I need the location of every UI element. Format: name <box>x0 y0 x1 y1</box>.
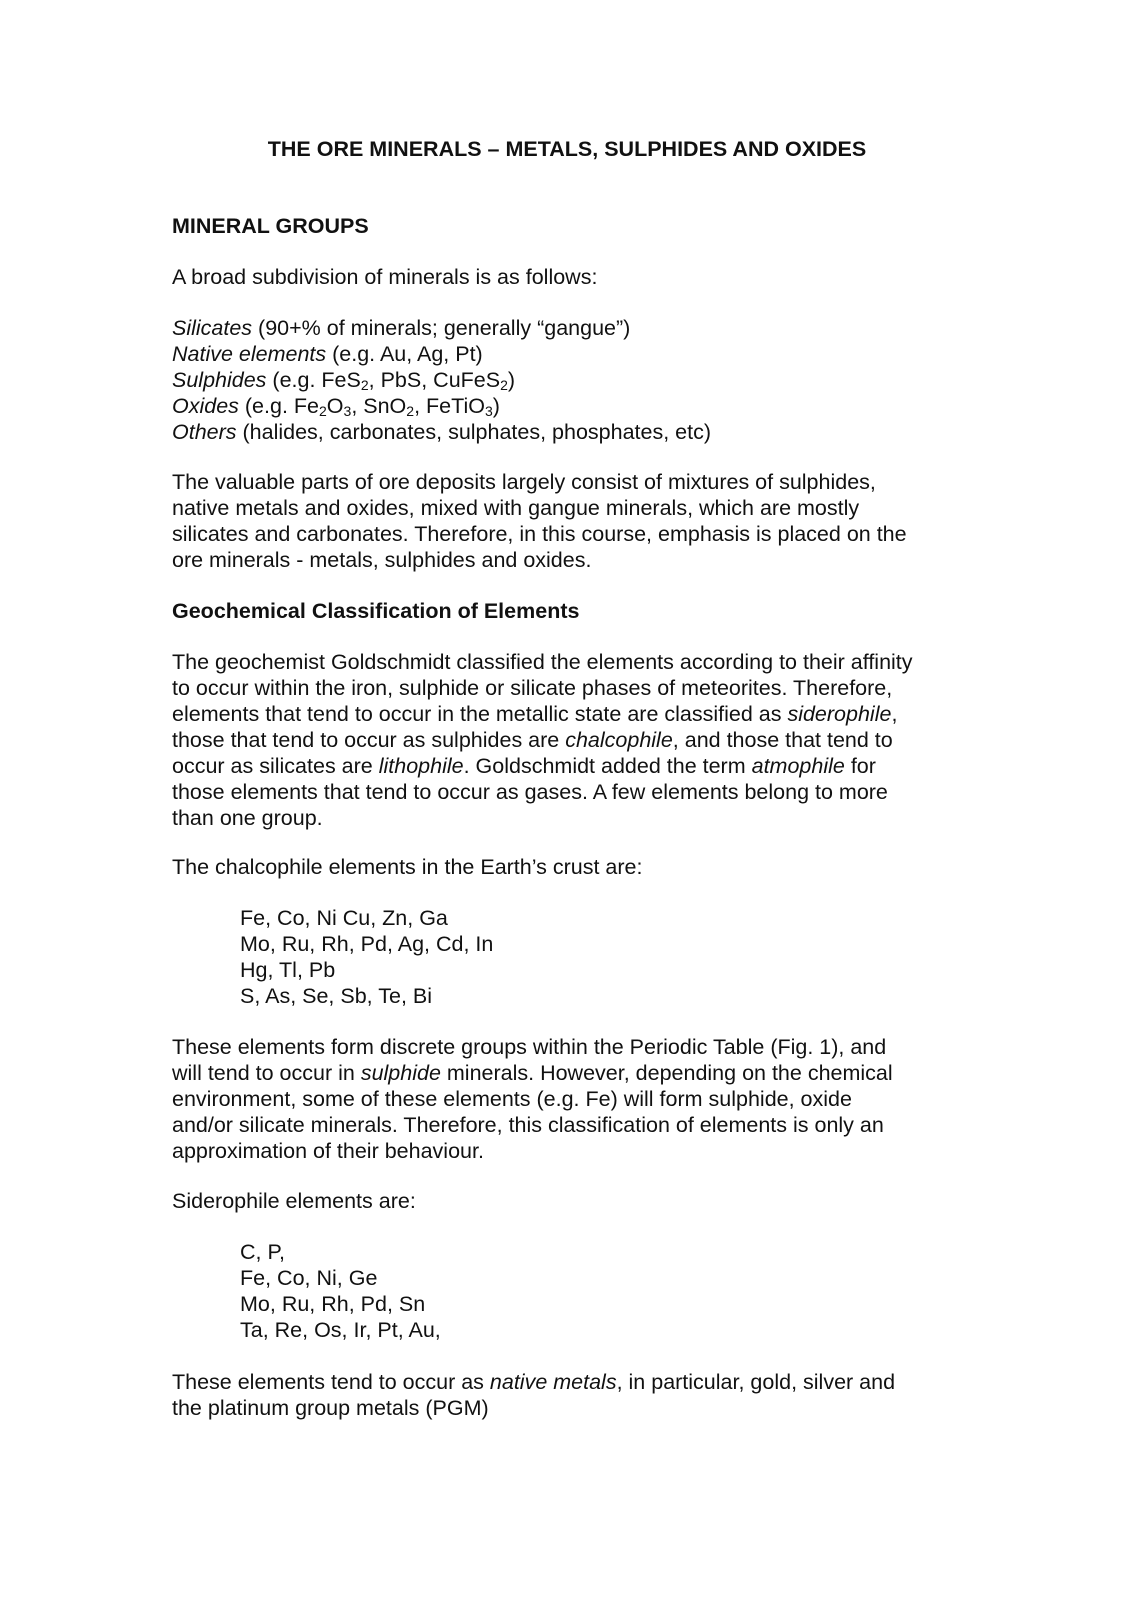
list-item: Ta, Re, Os, Ir, Pt, Au, <box>240 1318 441 1342</box>
group-others: Others (halides, carbonates, sulphates, phosphates, etc) <box>172 420 712 444</box>
paragraph-valuable-parts: The valuable parts of ore deposits largely consist of mixtures of sulphides, native metals and oxides, mixed with gangue minerals, which are mostly silicates and carbonates. Therefore, in this course, emphasis is placed on the ore minerals - metals, sulphides and oxides. <box>172 470 907 572</box>
mineral-group-list <box>172 315 972 445</box>
siderophile-element-list <box>240 1239 1040 1343</box>
group-silicates: Silicates (90+% of minerals; generally “gangue”) <box>172 316 631 340</box>
list-item: Mo, Ru, Rh, Pd, Sn <box>240 1292 426 1316</box>
list-item: Mo, Ru, Rh, Pd, Ag, Cd, In <box>240 932 494 956</box>
group-oxides: Oxides (e.g. $Fe_2O_3$, SnO$_2$, FeTiO$_3$) <box>172 394 500 419</box>
subheading-geochemical-classification: Geochemical Classification of Elements <box>172 599 580 623</box>
section-heading-mineral-groups: MINERAL GROUPS <box>172 214 369 238</box>
list-item: C, P, <box>240 1240 286 1264</box>
paragraph-goldschmidt: The geochemist Goldschmidt classified the elements according to their affinity to occur within the iron, sulphide or silicate phases of meteorites. Therefore, elements that tend to occur in the metallic state are classified as siderophile, those that tend to occur as sulphides are chalcophile, and those that tend to occur as silicates are lithophile. Goldschmidt added the term atmophile for those elements that tend to occur as gases. A few elements belong to more than one group. <box>172 650 913 830</box>
document-title: THE ORE MINERALS – METALS, SULPHIDES AND OXIDES <box>267 137 867 161</box>
list-item: Fe, Co, Ni Cu, Zn, Ga <box>240 906 448 930</box>
intro-text: A broad subdivision of minerals is as follows: <box>172 265 598 289</box>
chalcophile-element-list <box>240 905 1040 1009</box>
paragraph-native-metals: These elements tend to occur as native metals, in particular, gold, silver and the platinum group metals (PGM) <box>172 1370 896 1420</box>
list-item: Fe, Co, Ni, Ge <box>240 1266 378 1290</box>
list-item: S, As, Se, Sb, Te, Bi <box>240 984 433 1008</box>
group-sulphides: Sulphides (e.g. FeS$_2$, PbS, CuFeS$_2$) <box>172 368 516 393</box>
paragraph-discrete-groups: These elements form discrete groups within the Periodic Table (Fig. 1), and will tend to occur in sulphide minerals. However, depending on the chemical environment, some of these elements (e.g. Fe) will form sulphide, oxide and/or silicate minerals. Therefore, this classification of elements is only an approximation of their behaviour. <box>172 1035 893 1163</box>
list-item: Hg, Tl, Pb <box>240 958 336 982</box>
siderophile-intro: Siderophile elements are: <box>172 1189 416 1213</box>
chalcophile-intro: The chalcophile elements in the Earth’s crust are: <box>172 855 643 879</box>
group-native-elements: Native elements (e.g. Au, Ag, Pt) <box>172 342 483 366</box>
